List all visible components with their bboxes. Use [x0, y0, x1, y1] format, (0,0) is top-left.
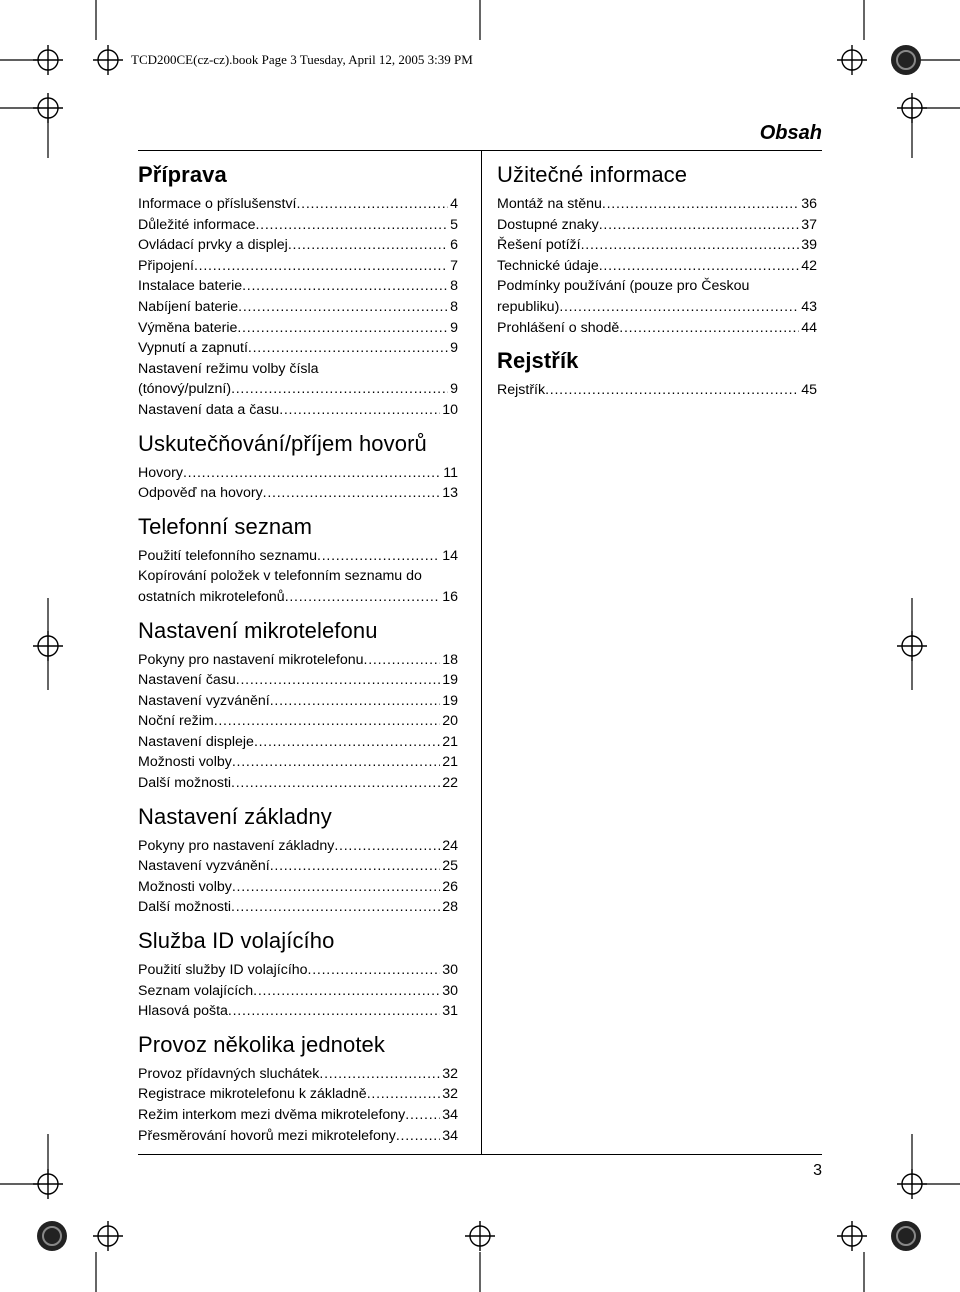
toc-entry-page: 9: [450, 340, 458, 357]
dot-leader: [599, 256, 799, 277]
toc-entry-page: 5: [450, 216, 458, 233]
toc-section-sluzba-id-volajiciho: [138, 926, 458, 1022]
toc-entry-text: Nastavení vyzvánění: [138, 858, 270, 875]
toc-entry-page: 6: [450, 237, 458, 254]
toc-entry[interactable]: [138, 318, 458, 339]
dot-leader: [559, 297, 799, 318]
dot-leader: [288, 235, 448, 256]
toc-section-telefonni-seznam: [138, 512, 458, 608]
toc-entry-page: 16: [442, 588, 458, 605]
section-title: Služba ID volajícího: [138, 928, 335, 954]
toc-entry[interactable]: [138, 483, 458, 504]
toc-entry-text: Připojení: [138, 257, 194, 274]
toc-entry-page: 19: [442, 692, 458, 709]
toc-entry[interactable]: [497, 380, 817, 401]
section-title: Nastavení mikrotelefonu: [138, 617, 378, 643]
toc-entry-text: Nastavení data a času: [138, 401, 280, 418]
dot-leader: [317, 546, 440, 567]
toc-entry-page: 39: [801, 237, 817, 254]
toc-entry-text: Nastavení času: [138, 672, 236, 689]
toc-entry[interactable]: [138, 981, 458, 1002]
toc-entry-page: 32: [442, 1065, 458, 1082]
toc-entry-text: Vypnutí a zapnutí: [138, 340, 248, 357]
dot-leader: [231, 897, 440, 918]
toc-entry-page: 8: [450, 298, 458, 315]
dot-leader: [545, 380, 799, 401]
toc-entry-text: Seznam volajících: [138, 982, 254, 999]
toc-entry-text: Registrace mikrotelefonu k základně: [138, 1086, 367, 1103]
dot-leader: [334, 836, 440, 857]
toc-entry[interactable]: [138, 670, 458, 691]
toc-entry-page: 34: [442, 1107, 458, 1123]
toc-entry-text: Nastavení displeje: [138, 733, 254, 750]
toc-entry-text: Možnosti volby: [138, 754, 232, 771]
toc-entry-text: Hovory: [138, 464, 183, 481]
toc-entry-page: 32: [442, 1086, 458, 1103]
toc-entry[interactable]: [138, 546, 458, 567]
dot-leader: [248, 338, 448, 359]
toc-entry[interactable]: [138, 359, 458, 400]
toc-entry[interactable]: [138, 877, 458, 898]
dot-leader: [599, 215, 799, 236]
column-divider: [481, 151, 482, 1154]
dot-leader: [297, 194, 449, 215]
toc-section-uskutecnovani-prijem-hovoru: [138, 429, 458, 504]
toc-entry[interactable]: [138, 276, 458, 297]
toc-entry-text: Použití telefonního seznamu: [138, 547, 318, 564]
toc-entry-page: 7: [450, 257, 458, 274]
toc-entry-page: 45: [801, 382, 817, 399]
toc-entry[interactable]: [138, 1126, 458, 1147]
toc-entry-text-line1: Podmínky používání (pouze pro Českou: [497, 278, 750, 295]
toc-entry-page: 30: [442, 962, 458, 979]
toc-entry-page: 13: [442, 485, 458, 502]
toc-entry-text: Další možnosti: [138, 775, 232, 792]
toc-entry-page: 4: [450, 196, 458, 212]
dot-leader: [396, 1126, 440, 1147]
toc-entry-text: (tónový/pulzní): [138, 381, 232, 398]
dot-leader: [228, 1001, 440, 1022]
dot-leader: [602, 194, 799, 215]
header-rule: [138, 150, 822, 151]
page-title: Obsah: [759, 122, 822, 144]
toc-entry[interactable]: [138, 960, 458, 981]
toc-entry[interactable]: [138, 691, 458, 712]
toc-entry-page: 11: [443, 464, 458, 481]
toc-entry-page: 42: [801, 257, 817, 274]
toc-entry-text: Prohlášení o shodě: [497, 319, 620, 336]
book-header: TCD200CE(cz-cz).book Page 3 Tuesday, April 12, 2005 3:39 PM: [131, 52, 473, 67]
toc-entry-page: 18: [442, 651, 458, 668]
section-title: Nastavení základny: [138, 803, 332, 829]
toc-entry-page: 14: [442, 547, 458, 564]
toc-entry[interactable]: [497, 235, 817, 256]
dot-leader: [232, 877, 440, 898]
toc-entry[interactable]: [138, 836, 458, 857]
toc-entry-page: 8: [450, 278, 458, 295]
toc-entry-text: Nastavení vyzvánění: [138, 692, 270, 709]
toc-entry-page: 24: [442, 837, 458, 854]
dot-leader: [319, 1064, 440, 1085]
toc-entry[interactable]: [138, 215, 458, 236]
section-title: Provoz několika jednotek: [138, 1031, 385, 1057]
dot-leader: [253, 981, 440, 1002]
toc-section-uzitecne-informace: [497, 160, 817, 338]
toc-entry[interactable]: [497, 194, 817, 215]
toc-right-column: [497, 160, 817, 409]
dot-leader: [232, 752, 440, 773]
toc-entry[interactable]: [138, 235, 458, 256]
toc-entry-text: republiku): [497, 298, 560, 315]
toc-entry-page: 9: [450, 319, 458, 336]
dot-leader: [270, 691, 441, 712]
toc-entry[interactable]: [138, 400, 458, 421]
toc-entry[interactable]: [138, 650, 458, 671]
dot-leader: [308, 960, 441, 981]
dot-leader: [270, 856, 441, 877]
toc-entry-page: 21: [442, 754, 458, 771]
section-title: Rejstřík: [497, 348, 579, 374]
toc-entry[interactable]: [138, 856, 458, 877]
dot-leader: [237, 318, 448, 339]
toc-entry[interactable]: [138, 1064, 458, 1085]
section-title: Příprava: [138, 162, 227, 187]
toc-entry[interactable]: [138, 1001, 458, 1022]
toc-entry-page: 37: [801, 216, 817, 233]
toc-entry[interactable]: [138, 297, 458, 318]
toc-entry-page: 19: [442, 672, 458, 689]
toc-section-priprava: [138, 160, 458, 421]
toc-entry-text: ostatních mikrotelefonů: [138, 588, 285, 605]
toc-entry[interactable]: [138, 897, 458, 918]
dot-leader: [581, 235, 800, 256]
toc-entry-text: Důležité informace: [138, 216, 256, 233]
toc-entry[interactable]: [138, 1105, 458, 1126]
dot-leader: [183, 463, 441, 484]
section-title: Uskutečňování/příjem hovorů: [138, 430, 427, 456]
toc-entry-page: 31: [442, 1003, 458, 1020]
toc-entry-page: 34: [442, 1127, 458, 1144]
toc-entry-page: 26: [442, 878, 458, 895]
toc-entry[interactable]: [497, 318, 817, 339]
toc-entry-text: Hlasová pošta: [138, 1003, 228, 1020]
dot-leader: [194, 256, 448, 277]
dot-leader: [254, 732, 440, 753]
toc-entry-text: Pokyny pro nastavení mikrotelefonu: [138, 651, 364, 668]
toc-entry-text: Přesměrování hovorů mezi mikrotelefony: [138, 1127, 396, 1144]
dot-leader: [231, 379, 448, 400]
toc-entry-page: 10: [442, 401, 458, 418]
toc-entry[interactable]: [138, 338, 458, 359]
toc-section-nastaveni-zakladny: [138, 802, 458, 918]
toc-entry-text: Dostupné znaky: [497, 216, 599, 233]
toc-entry-text: Instalace baterie: [138, 278, 243, 295]
toc-entry-page: 28: [442, 899, 458, 916]
toc-entry-text: Odpověď na hovory: [138, 485, 263, 502]
dot-leader: [285, 587, 441, 608]
toc-entry-page: 44: [801, 319, 817, 336]
dot-leader: [367, 1084, 441, 1105]
toc-entry[interactable]: [138, 773, 458, 794]
toc-entry-text: Provoz přídavných sluchátek: [138, 1065, 320, 1082]
toc-entry[interactable]: [138, 566, 458, 607]
dot-leader: [364, 650, 441, 671]
toc-entry-page: 30: [442, 982, 458, 999]
dot-leader: [238, 297, 448, 318]
toc-entry[interactable]: [138, 1084, 458, 1105]
toc-entry-page: 21: [442, 733, 458, 750]
toc-entry-text: Použití služby ID volajícího: [138, 962, 308, 979]
toc-entry[interactable]: [138, 256, 458, 277]
toc-entry-text: Řešení potíží: [497, 237, 581, 254]
toc-entry-page: 20: [442, 713, 458, 730]
toc-section-provoz-nekolika-jednotek: [138, 1030, 458, 1146]
toc-entry-text: Noční režim: [138, 713, 214, 730]
toc-entry-page: 25: [442, 858, 458, 875]
toc-entry[interactable]: [497, 215, 817, 236]
toc-entry-text: Další možnosti: [138, 899, 232, 916]
toc-entry[interactable]: [138, 752, 458, 773]
toc-section-rejstrik: [497, 346, 817, 401]
toc-section-nastaveni-mikrotelefonu: [138, 616, 458, 794]
toc-entry-text: Rejstřík: [497, 382, 546, 399]
page-number: 3: [813, 1162, 822, 1179]
toc-entry[interactable]: [138, 711, 458, 732]
dot-leader: [256, 215, 449, 236]
toc-entry-text: Režim interkom mezi dvěma mikrotelefony: [138, 1107, 406, 1123]
toc-entry-text: Montáž na stěnu: [497, 196, 602, 212]
dot-leader: [236, 670, 440, 691]
section-title: Telefonní seznam: [138, 513, 313, 539]
toc-entry[interactable]: [497, 256, 817, 277]
dot-leader: [405, 1105, 440, 1126]
toc-entry[interactable]: [497, 276, 817, 317]
dot-leader: [263, 483, 441, 504]
toc-entry-text: Ovládací prvky a displej: [138, 237, 288, 254]
toc-entry[interactable]: [138, 732, 458, 753]
toc-entry-page: 9: [450, 381, 458, 398]
toc-entry-page: 43: [801, 298, 817, 315]
toc-entry-text-line1: Nastavení režimu volby čísla: [138, 360, 319, 377]
dot-leader: [231, 773, 440, 794]
toc-entry-text: Technické údaje: [497, 257, 599, 274]
toc-entry-text-line1: Kopírování položek v telefonním seznamu do: [138, 568, 422, 585]
dot-leader: [279, 400, 440, 421]
dot-leader: [619, 318, 799, 339]
toc-entry-page: 22: [442, 775, 458, 792]
toc-left-column: [138, 160, 458, 1154]
section-title: Užitečné informace: [497, 162, 688, 187]
toc-entry-text: Informace o příslušenství: [138, 196, 297, 212]
toc-entry-page: 36: [801, 196, 817, 212]
toc-entry-text: Možnosti volby: [138, 878, 232, 895]
toc-entry-text: Výměna baterie: [138, 319, 238, 336]
toc-entry[interactable]: [138, 463, 458, 484]
toc-entry-text: Pokyny pro nastavení základny: [138, 837, 335, 854]
dot-leader: [242, 276, 448, 297]
toc-entry-text: Nabíjení baterie: [138, 298, 239, 315]
toc-entry[interactable]: [138, 194, 458, 215]
dot-leader: [214, 711, 441, 732]
